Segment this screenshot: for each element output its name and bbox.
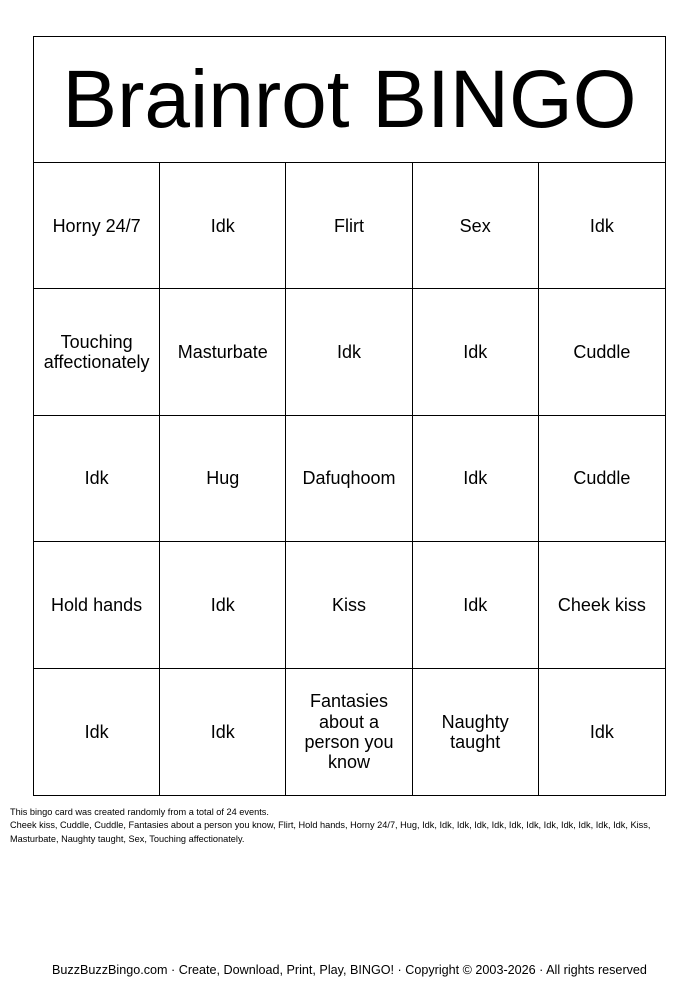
bingo-cell: Idk	[160, 542, 286, 668]
page-footer: BuzzBuzzBingo.com · Create, Download, Print, Play, BINGO! · Copyright © 2003-2026 · All rights reserved	[52, 963, 647, 977]
bingo-cell: Masturbate	[160, 289, 286, 415]
bingo-card	[33, 36, 666, 796]
bingo-cell: Cuddle	[539, 289, 665, 415]
bingo-cell: Sex	[413, 163, 539, 289]
bingo-cell: Hold hands	[34, 542, 160, 668]
bingo-cell: Idk	[413, 416, 539, 542]
card-notes	[10, 806, 690, 846]
bingo-cell: Idk	[160, 669, 286, 795]
bingo-cell: Idk	[34, 669, 160, 795]
bingo-cell: Kiss	[286, 542, 412, 668]
bingo-cell: Touching affectionately	[34, 289, 160, 415]
bingo-cell: Hug	[160, 416, 286, 542]
bingo-cell: Idk	[413, 542, 539, 668]
bingo-cell: Idk	[539, 163, 665, 289]
bingo-cell: Flirt	[286, 163, 412, 289]
bingo-cell: Idk	[413, 289, 539, 415]
bingo-grid	[34, 163, 665, 795]
bingo-cell: Naughty taught	[413, 669, 539, 795]
bingo-cell: Horny 24/7	[34, 163, 160, 289]
bingo-cell: Cheek kiss	[539, 542, 665, 668]
bingo-cell-center: Dafuqhoom	[286, 416, 412, 542]
bingo-cell: Idk	[589, 721, 614, 742]
bingo-cell: Cuddle	[539, 416, 665, 542]
notes-event-list: Cheek kiss, Cuddle, Cuddle, Fantasies about a person you know, Flirt, Hold hands, Horny 24/7, Hug, Idk, Idk, Idk, Idk, Idk, Idk, Idk, Idk, Idk, Idk, Idk, Idk, Kiss, Masturbate, Naughty taught, Sex, Touching affectionately.	[10, 820, 651, 844]
bingo-cell: Idk	[160, 163, 286, 289]
notes-summary: This bingo card was created randomly from a total of 24 events.	[10, 807, 269, 817]
bingo-cell: Idk	[34, 416, 160, 542]
card-title: Brainrot BINGO	[34, 37, 665, 163]
bingo-cell: Idk	[286, 289, 412, 415]
bingo-cell: Fantasies about a person you know	[286, 669, 412, 795]
